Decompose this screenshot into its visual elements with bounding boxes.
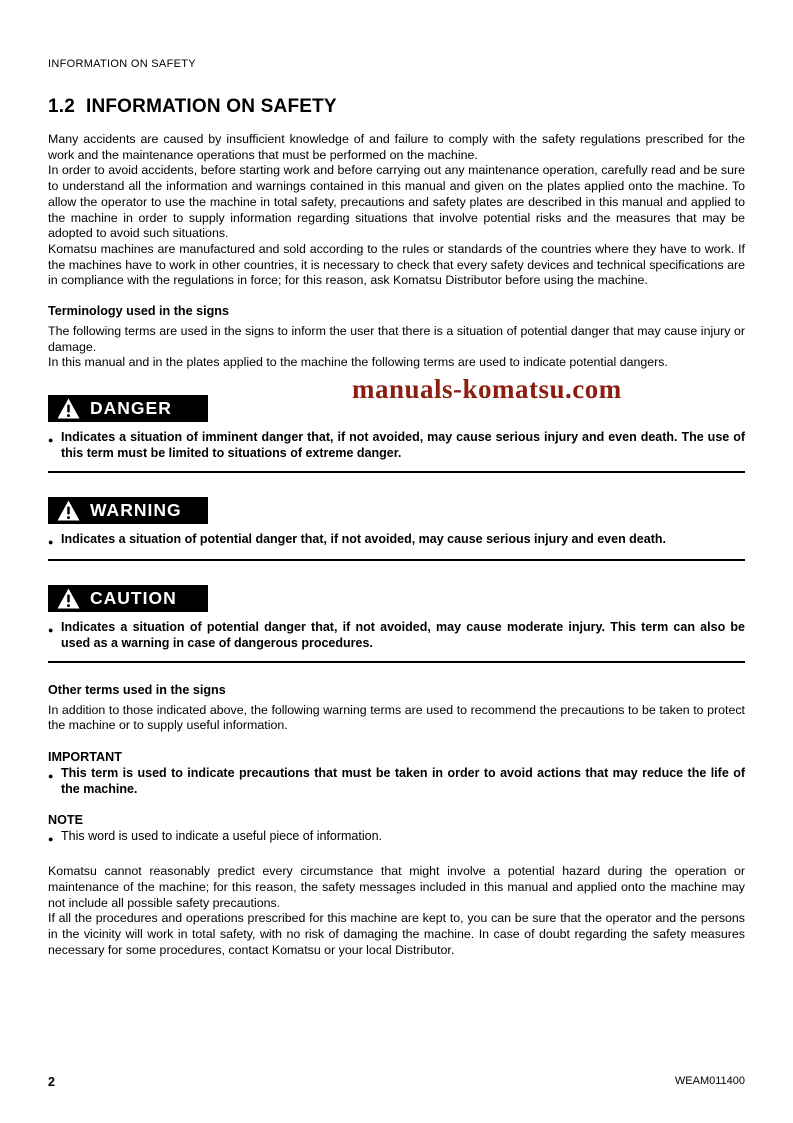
intro-paragraph: Many accidents are caused by insufficient knowledge of and failure to comply with the safety regulations prescribed for the work and the maintenance operations that must be performed on the machine. [48, 132, 745, 162]
intro-paragraph: In order to avoid accidents, before starting work and before carrying out any maintenance operation, carefully read and be sure to understand all the information and warnings contained in this manual and given on the plates applied onto the machine. To allow the operator to use the machine in total safety, precautions and safety plates are described in this manual and applied to the machine in order to supply information regarding situations that involve potential risks and the measures that may be adopted to avoid such situations. [48, 163, 745, 241]
intro-paragraph: Komatsu machines are manufactured and sold according to the rules or standards of the countries where they have to work. If the machines have to work in other countries, it is necessary to check that every safety devices and technical specifications are in compliance with the regulations in force; for this reason, ask Komatsu Distributor before using the machine. [48, 241, 745, 288]
terminology-paragraph: The following terms are used in the signs to inform the user that there is a situation of potential danger that may cause injury or damage. [48, 324, 745, 354]
page-title: 1.2 INFORMATION ON SAFETY [48, 96, 337, 117]
other-terms-heading: Other terms used in the signs [48, 682, 226, 697]
signal-word-label: DANGER [90, 398, 172, 419]
caution-section [48, 561, 745, 662]
important-heading: IMPORTANT [48, 750, 122, 765]
document-code: WEAM011400 [674, 1075, 745, 1087]
terminology-paragraph: In this manual and in the plates applied to the machine the following terms are used to indicate potential dangers. [48, 355, 668, 370]
caution-signal-box [48, 585, 208, 612]
bullet-icon: ● [48, 435, 54, 446]
danger-section [48, 371, 745, 472]
signal-word-description: Indicates a situation of imminent danger that, if not avoided, may cause serious injury and even death. The use of this term must be limited to situations of extreme danger. [61, 430, 745, 460]
note-bullet [48, 829, 745, 848]
intro-section [48, 132, 745, 289]
warning-triangle-icon [57, 398, 80, 419]
terminology-section [48, 304, 745, 371]
important-bullet [48, 766, 745, 797]
warning-description-bullet [48, 532, 745, 551]
watermark: manuals-komatsu.com [352, 374, 622, 404]
bullet-icon: ● [48, 536, 54, 547]
signal-word-label: CAUTION [90, 588, 177, 609]
important-section [48, 750, 745, 797]
other-terms-section [48, 683, 745, 734]
closing-section [48, 864, 745, 958]
warning-signal-box [48, 497, 208, 524]
other-terms-paragraph: In addition to those indicated above, the following warning terms are used to recommend the precautions to be taken to protect the machine or to supply useful information. [48, 702, 745, 733]
note-heading: NOTE [48, 813, 83, 828]
signal-word-description: Indicates a situation of potential danger that, if not avoided, may cause moderate injury. This term can also be used as a warning in case of dangerous procedures. [61, 620, 745, 650]
danger-signal-box [48, 395, 208, 422]
bullet-icon: ● [48, 625, 54, 636]
warning-triangle-icon [57, 500, 80, 521]
signal-word-description: Indicates a situation of potential danger that, if not avoided, may cause serious injury and even death. [61, 531, 666, 546]
signal-word-label: WARNING [90, 499, 182, 520]
terminology-heading: Terminology used in the signs [48, 304, 229, 319]
note-section [48, 813, 745, 848]
page-content [48, 58, 745, 958]
section-divider [48, 661, 745, 663]
caution-description-bullet [48, 620, 745, 651]
important-description: This term is used to indicate precautions that must be taken in order to avoid actions that may reduce the life of the machine. [61, 766, 745, 796]
page-number: 2 [48, 1075, 55, 1089]
danger-description-bullet [48, 430, 745, 461]
closing-paragraph: Komatsu cannot reasonably predict every circumstance that might involve a potential hazard during the operation or maintenance of the machine; for this reason, the safety messages included in this manual and applied onto the machine may not include all possible safety precautions. [48, 864, 745, 910]
closing-paragraph: If all the procedures and operations prescribed for this machine are kept to, you can be sure that the operator and the persons in the vicinity will work in total safety, with no risk of damaging the machine. In case of doubt regarding the safety measures necessary for some procedures, contact Komatsu or your local Distributor. [48, 911, 745, 957]
bullet-icon: ● [48, 771, 54, 782]
bullet-icon: ● [48, 834, 54, 845]
warning-section [48, 473, 745, 562]
note-description: This word is used to indicate a useful piece of information. [61, 829, 383, 844]
warning-triangle-icon [57, 588, 80, 609]
running-header: INFORMATION ON SAFETY [48, 58, 196, 70]
